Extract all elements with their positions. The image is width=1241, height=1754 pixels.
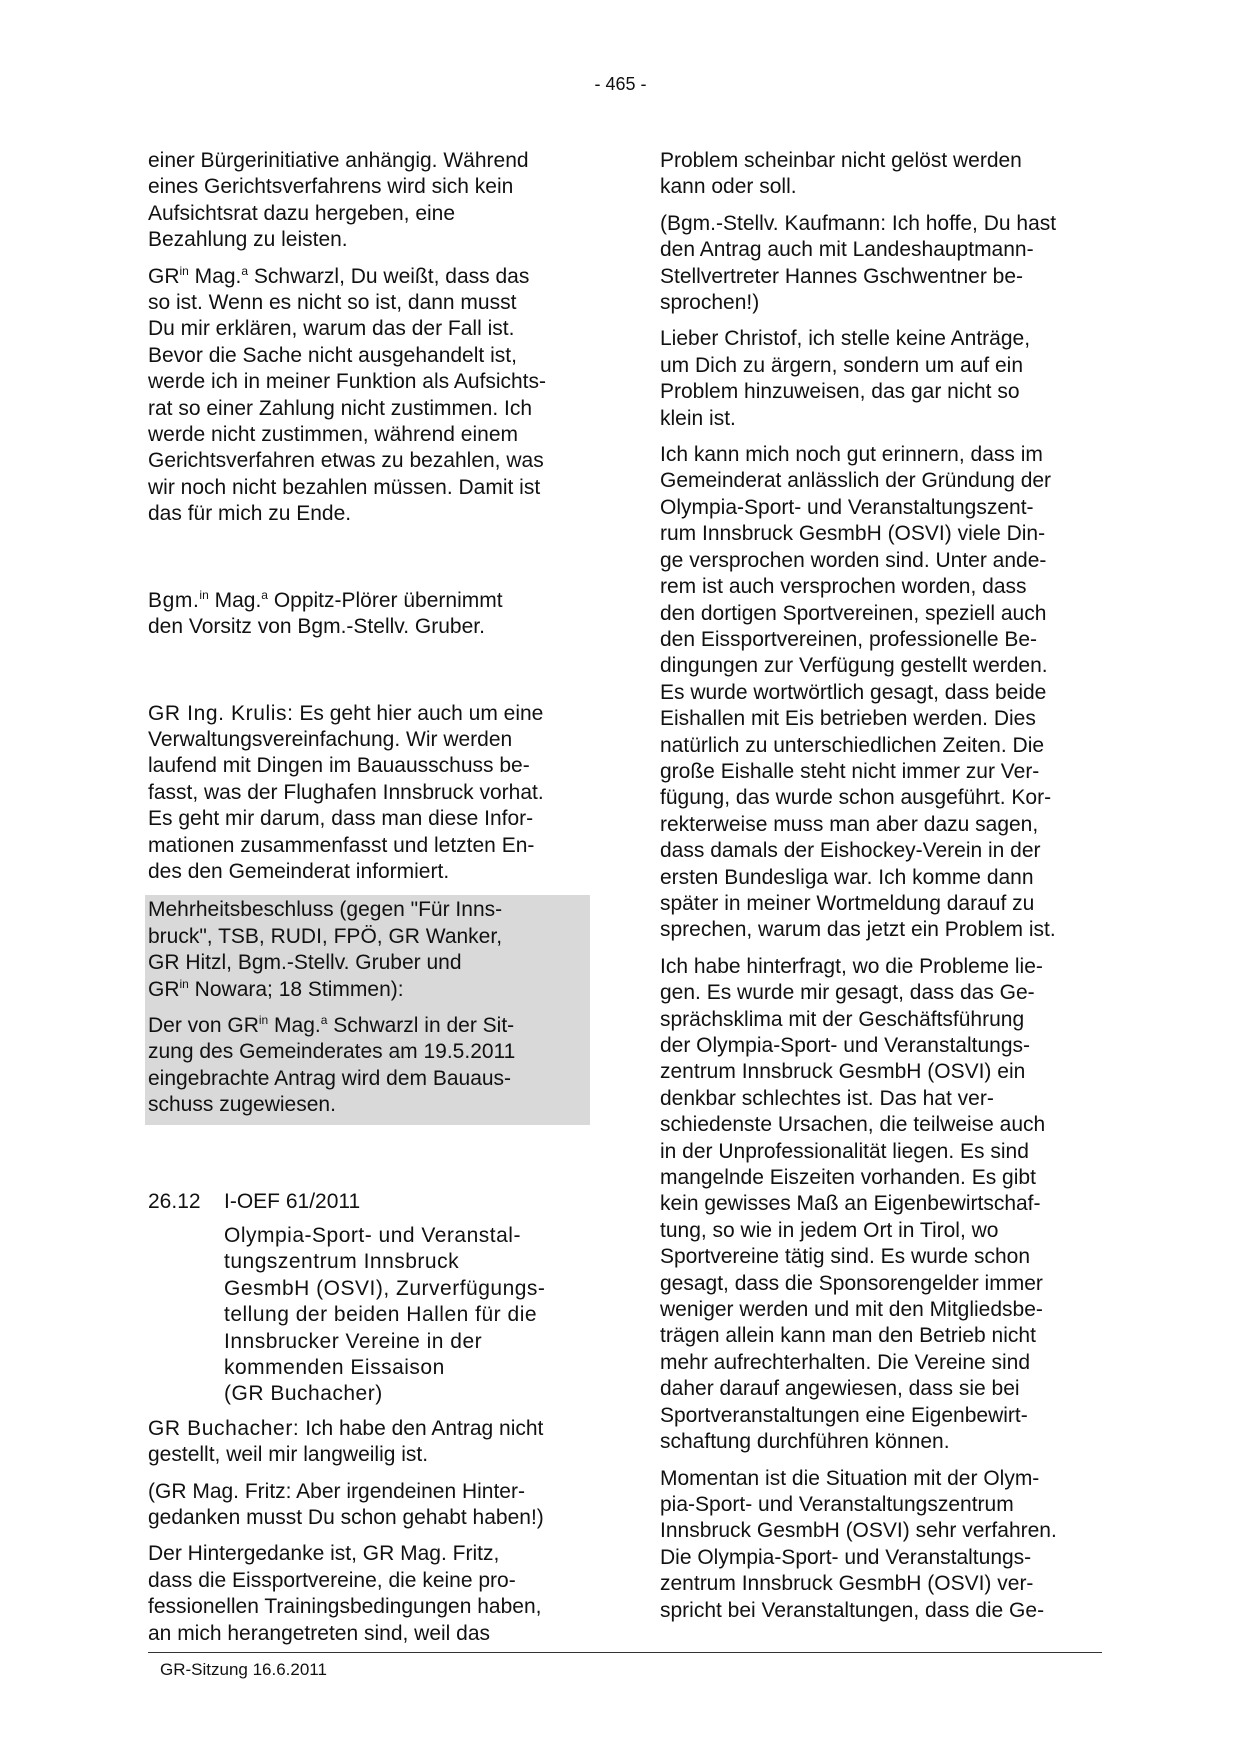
text-line: in der Unprofessionalität liegen. Es sind [660,1139,1029,1163]
text-line: rat so einer Zahlung nicht zustimmen. Ich [148,396,533,420]
paragraph-hinterfragt [660,954,1110,1456]
text-line: Problem hinzuweisen, das gar nicht so [660,380,1020,404]
text-line: tung, so wie in jedem Ort in Tirol, wo [660,1218,999,1242]
resolution-box [145,895,590,1124]
text-line: Mehrheitsbeschluss (gegen "Für Inns- [148,898,503,922]
text-line: natürlich zu unterschiedlichen Zeiten. Die [660,733,1045,757]
text-line: sprochen!) [660,291,760,315]
text-line: Die Olympia-Sport- und Veranstaltungs- [660,1545,1032,1569]
text-line: schuss zugewiesen. [148,1093,336,1117]
text-line: werde ich in meiner Funktion als Aufsichts- [148,370,547,394]
paragraph-schwarzl [148,264,588,528]
text-line: GesmbH (OSVI), Zurverfügungs- [224,1276,546,1300]
text-line: um Dich zu ärgern, sondern um auf ein [660,353,1024,377]
text-line: den Vorsitz von Bgm.-Stellv. Gruber. [148,615,485,639]
text-line: später in meiner Wortmeldung darauf zu [660,891,1035,915]
text-line: Es wurde wortwörtlich gesagt, dass beide [660,680,1047,704]
text-line: rekterweise muss man aber dazu sagen, [660,812,1039,836]
text-line: Der von $GR^{in}$ Mag.$^a$ Schwarzl in der Sit- [148,1012,515,1037]
text-line: zung des Gemeinderates am 19.5.2011 [148,1040,516,1064]
paragraph-krulis [148,701,588,886]
text-line: den dortigen Sportvereinen, speziell auch [660,601,1047,625]
text-line: Lieber Christof, ich stelle keine Anträge, [660,327,1031,351]
text-line: kein gewisses Maß an Eigenbewirtschaf- [660,1192,1041,1216]
text-line: Du mir erklären, warum das der Fall ist. [148,317,515,341]
text-line: GR Buchacher: Ich habe den Antrag nicht [148,1416,544,1440]
text-line: Problem scheinbar nicht gelöst werden [660,149,1022,172]
paragraph-lieber-christof [660,326,1110,432]
text-line: GR Hitzl, Bgm.-Stellv. Gruber und [148,951,462,975]
text-line: Eishallen mit Eis betrieben werden. Dies [660,707,1036,731]
text-line: spricht bei Veranstaltungen, dass die Ge- [660,1598,1045,1622]
text-line: des den Gemeinderat informiert. [148,859,450,883]
text-line: rem ist auch versprochen worden, dass [660,575,1027,599]
text-line: $GR^{in}$ Nowara; 18 Stimmen): [148,976,404,1001]
text-line: zentrum Innsbruck GesmbH (OSVI) ver- [660,1572,1034,1596]
text-line: pia-Sport- und Veranstaltungszentrum [660,1492,1014,1516]
left-column [148,148,588,1657]
text-line: bruck", TSB, RUDI, FPÖ, GR Wanker, [148,924,503,948]
text-line: Stellvertreter Hannes Gschwentner be- [660,264,1023,288]
paragraph-buchacher [148,1416,588,1469]
text-line: (Bgm.-Stellv. Kaufmann: Ich hoffe, Du hast [660,211,1057,235]
text-line: Verwaltungsvereinfachung. Wir werden [148,727,513,751]
text-line: eingebrachte Antrag wird dem Bauaus- [148,1066,512,1090]
text-line: weniger werden und mit den Mitgliedsbe- [660,1298,1043,1322]
text-line: gesagt, dass die Sponsorengelder immer [660,1271,1043,1295]
text-line: dingungen zur Verfügung gestellt werden. [660,654,1048,678]
text-line: Es geht mir darum, dass man diese Infor- [148,807,534,831]
paragraph-erinnern [660,442,1110,944]
text-line: eines Gerichtsverfahrens wird sich kein [148,175,514,199]
text-line: Bevor die Sache nicht ausgehandelt ist, [148,343,517,367]
text-line: das für mich zu Ende. [148,502,352,526]
text-line: kann oder soll. [660,175,797,199]
text-line: dass die Eissportvereine, die keine pro- [148,1568,516,1592]
agenda-code: I-OEF 61/2011 [224,1189,361,1213]
speaker-name: GR Ing. Krulis: [148,701,294,725]
speaker-name: GR Buchacher: [148,1416,300,1440]
text-line: an mich herangetreten sind, weil das [148,1621,491,1645]
text-line: Ich habe hinterfragt, wo die Probleme lie- [660,954,1043,978]
text-line: (GR Buchacher) [224,1382,383,1406]
paragraph-continuation [148,148,588,254]
text-line: Sportveranstaltungen eine Eigenbewirt- [660,1403,1028,1427]
text-line: daher darauf angewiesen, dass sie bei [660,1377,1020,1401]
text-line: ersten Bundesliga war. Ich komme dann [660,865,1034,889]
agenda-item-header [148,1189,588,1215]
text-line: so ist. Wenn es nicht so ist, dann musst [148,291,517,315]
text-line: dass damals der Eishockey-Verein in der [660,839,1041,863]
text-line: Olympia-Sport- und Veranstal- [224,1223,521,1247]
text-line: ge versprochen worden sind. Unter ande- [660,548,1047,572]
text-line: fügung, das wurde schon ausgeführt. Kor- [660,786,1052,810]
resolution-vote [148,897,590,1003]
text-line: mangelnde Eiszeiten vorhanden. Es gibt [660,1166,1036,1190]
text-line: Gemeinderat anlässlich der Gründung der [660,469,1052,493]
text-line: Sportvereine tätig sind. Es wurde schon [660,1245,1031,1269]
footer-session-date: GR-Sitzung 16.6.2011 [160,1660,327,1679]
text-line: einer Bürgerinitiative anhängig. Während [148,149,529,172]
text-line: fasst, was der Flughafen Innsbruck vorhat. [148,780,544,804]
text-line: tellung der beiden Hallen für die [224,1303,538,1327]
agenda-title [224,1223,588,1408]
text-line: GR Ing. Krulis: Es geht hier auch um eine [148,701,544,725]
text-line: zentrum Innsbruck GesmbH (OSVI) ein [660,1060,1026,1084]
text-line: gedanken musst Du schon gehabt haben!) [148,1506,544,1530]
text-line: $GR^{in}$ Mag.$^a$ Schwarzl, Du weißt, dass das [148,263,530,288]
text-line: Bezahlung zu leisten. [148,228,348,252]
text-line: Innsbrucker Vereine in der [224,1329,483,1353]
page-number: - 465 - [594,74,647,94]
text-line: gestellt, weil mir langweilig ist. [148,1443,429,1467]
text-line: gen. Es wurde mir gesagt, dass das Ge- [660,981,1035,1005]
text-line: Olympia-Sport- und Veranstaltungszent- [660,495,1034,519]
text-line: trägen allein kann man den Betrieb nicht [660,1324,1036,1348]
text-line: Ich kann mich noch gut erinnern, dass im [660,443,1043,467]
text-line: laufend mit Dingen im Bauausschuss be- [148,754,530,778]
text-line: der Olympia-Sport- und Veranstaltungs- [660,1034,1031,1057]
paragraph-continuation [660,148,1110,201]
text-line: den Eissportvereinen, professionelle Be- [660,627,1038,651]
text-line: Innsbruck GesmbH (OSVI) sehr verfahren. [660,1519,1057,1543]
text-line: werde nicht zustimmen, während einem [148,423,519,447]
paragraph-interjection-fritz [148,1479,588,1532]
text-line: sprechen, warum das jetzt ein Problem ist. [660,918,1056,942]
text-line: denkbar schlechtes ist. Das hat ver- [660,1086,994,1110]
text-line: den Antrag auch mit Landeshauptmann- [660,238,1034,262]
text-line: (GR Mag. Fritz: Aber irgendeinen Hinter- [148,1479,525,1503]
text-line: schaftung durchführen können. [660,1430,950,1454]
paragraph-chair-change [148,588,588,641]
text-line: fessionellen Trainingsbedingungen haben, [148,1595,542,1619]
paragraph-hintergedanke [148,1541,588,1647]
text-line: sprächsklima mit der Geschäftsführung [660,1007,1025,1031]
text-line: klein ist. [660,406,736,430]
paragraph-interjection-kaufmann [660,211,1110,317]
text-line: Der Hintergedanke ist, GR Mag. Fritz, [148,1542,500,1566]
text-line: Aufsichtsrat dazu hergeben, eine [148,201,456,225]
text-line: mationen zusammenfasst und letzten En- [148,833,535,857]
text-line: große Eishalle steht nicht immer zur Ver- [660,759,1040,783]
text-line: mehr aufrechterhalten. Die Vereine sind [660,1350,1031,1374]
text-line: rum Innsbruck GesmbH (OSVI) viele Din- [660,522,1046,546]
text-line: Gerichtsverfahren etwas zu bezahlen, was [148,449,544,473]
paragraph-momentan [660,1466,1110,1624]
resolution-decision [148,1013,590,1119]
text-line: tungszentrum Innsbruck [224,1250,460,1274]
agenda-number: 26.12 [148,1189,201,1213]
text-line: kommenden Eissaison [224,1356,445,1380]
footer-divider [148,1652,1102,1653]
text-line: Bgm.$^{in}$ Mag.$^a$ Oppitz-Plörer übernimmt [148,587,503,612]
right-column [660,148,1110,1634]
text-line: schiedenste Ursachen, die teilweise auch [660,1113,1046,1137]
text-line: Momentan ist die Situation mit der Olym- [660,1466,1040,1490]
text-line: wir noch nicht bezahlen müssen. Damit ist [148,475,541,499]
